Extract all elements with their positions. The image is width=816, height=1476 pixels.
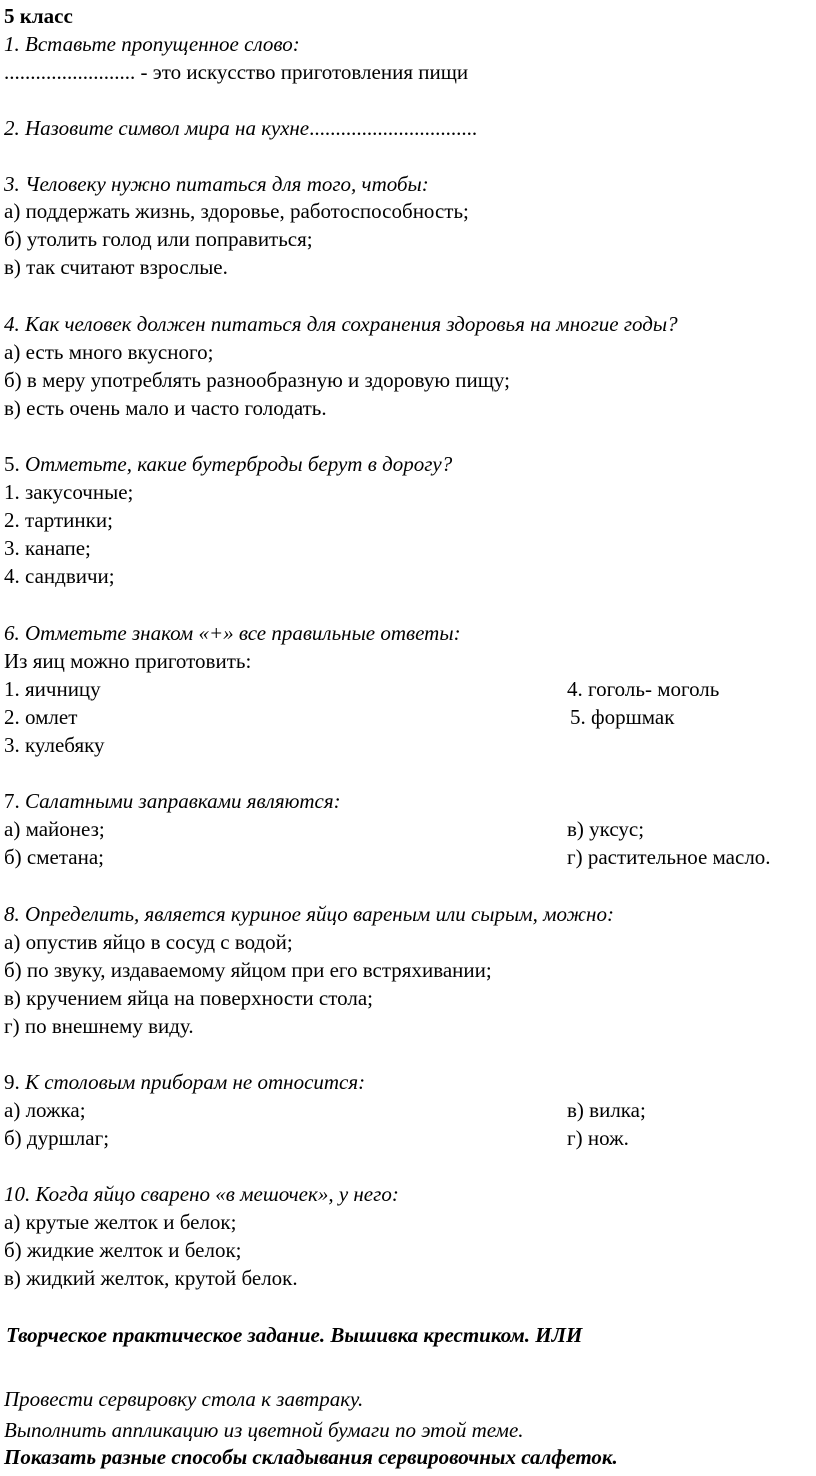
q6-intro: Из яиц можно приготовить: (4, 649, 252, 673)
q9-option: б) дуршлаг; (4, 1126, 110, 1150)
q6-question: 6. Отметьте знаком «+» все правильные ответы: (4, 621, 461, 645)
q8-option: б) по звуку, издаваемому яйцом при его встряхивании; (4, 958, 492, 982)
q6-option: 3. кулебяку (4, 733, 105, 757)
q7-option: а) майонез; (4, 817, 105, 841)
q2-blank: ................................ (309, 116, 478, 140)
q2-line (4, 115, 477, 141)
q7-option: в) уксус; (567, 817, 645, 841)
q5-option: 1. закусочные; (4, 480, 134, 504)
q8-option: а) опустив яйцо в сосуд с водой; (4, 930, 293, 954)
q7-option: б) сметана; (4, 845, 105, 869)
q6-option: 5. форшмак (570, 705, 675, 729)
q5-line (4, 451, 452, 477)
q2-question: 2. Назовите символ мира на кухне (4, 116, 310, 140)
q6-option: 2. омлет (4, 705, 78, 729)
q3-option: а) поддержать жизнь, здоровье, работоспособность; (4, 199, 469, 223)
q3-question: 3. Человеку нужно питаться для того, чтобы: (4, 172, 429, 196)
q10-option: в) жидкий желток, крутой белок. (4, 1266, 298, 1290)
q6-option: 1. яичницу (4, 677, 101, 701)
q9-question: К столовым приборам не относится: (25, 1070, 366, 1094)
q9-option: г) нож. (567, 1126, 629, 1150)
q10-option: а) крутые желток и белок; (4, 1210, 237, 1234)
q5-number: 5. (4, 452, 25, 476)
q7-option: г) растительное масло. (567, 845, 771, 869)
q4-option: а) есть много вкусного; (4, 340, 214, 364)
task-title: Творческое практическое задание. Вышивка крестиком. ИЛИ (6, 1323, 583, 1347)
task-line: Провести сервировку стола к завтраку. (4, 1387, 364, 1411)
grade-heading: 5 класс (4, 4, 73, 28)
q8-question: 8. Определить, является куриное яйцо вареным или сырым, можно: (4, 902, 614, 926)
q5-question: Отметьте, какие бутерброды берут в дорогу? (25, 452, 453, 476)
q7-question: Салатными заправками являются: (25, 789, 341, 813)
task-line: Выполнить аппликацию из цветной бумаги по этой теме. (4, 1418, 524, 1442)
q7-line (4, 788, 341, 814)
q9-option: а) ложка; (4, 1098, 86, 1122)
q1-question: 1. Вставьте пропущенное слово: (4, 32, 300, 56)
q7-number: 7. (4, 789, 25, 813)
q6-option: 4. гоголь- моголь (567, 677, 720, 701)
q9-option: в) вилка; (567, 1098, 646, 1122)
q4-option: б) в меру употреблять разнообразную и здоровую пищу; (4, 368, 510, 392)
q3-option: б) утолить голод или поправиться; (4, 227, 313, 251)
q5-option: 2. тартинки; (4, 508, 113, 532)
q3-option: в) так считают взрослые. (4, 255, 228, 279)
q4-option: в) есть очень мало и часто голодать. (4, 396, 327, 420)
q9-line (4, 1069, 365, 1095)
task-line: Показать разные способы складывания сервировочных салфеток. (4, 1445, 618, 1469)
q1-text: ......................... - это искусство приготовления пищи (4, 60, 469, 84)
q8-option: г) по внешнему виду. (4, 1014, 194, 1038)
q10-option: б) жидкие желток и белок; (4, 1238, 242, 1262)
q10-question: 10. Когда яйцо сварено «в мешочек», у него: (4, 1182, 399, 1206)
q5-option: 4. сандвичи; (4, 564, 115, 588)
q9-number: 9. (4, 1070, 25, 1094)
q4-question: 4. Как человек должен питаться для сохранения здоровья на многие годы? (4, 312, 678, 336)
q5-option: 3. канапе; (4, 536, 91, 560)
q8-option: в) кручением яйца на поверхности стола; (4, 986, 373, 1010)
